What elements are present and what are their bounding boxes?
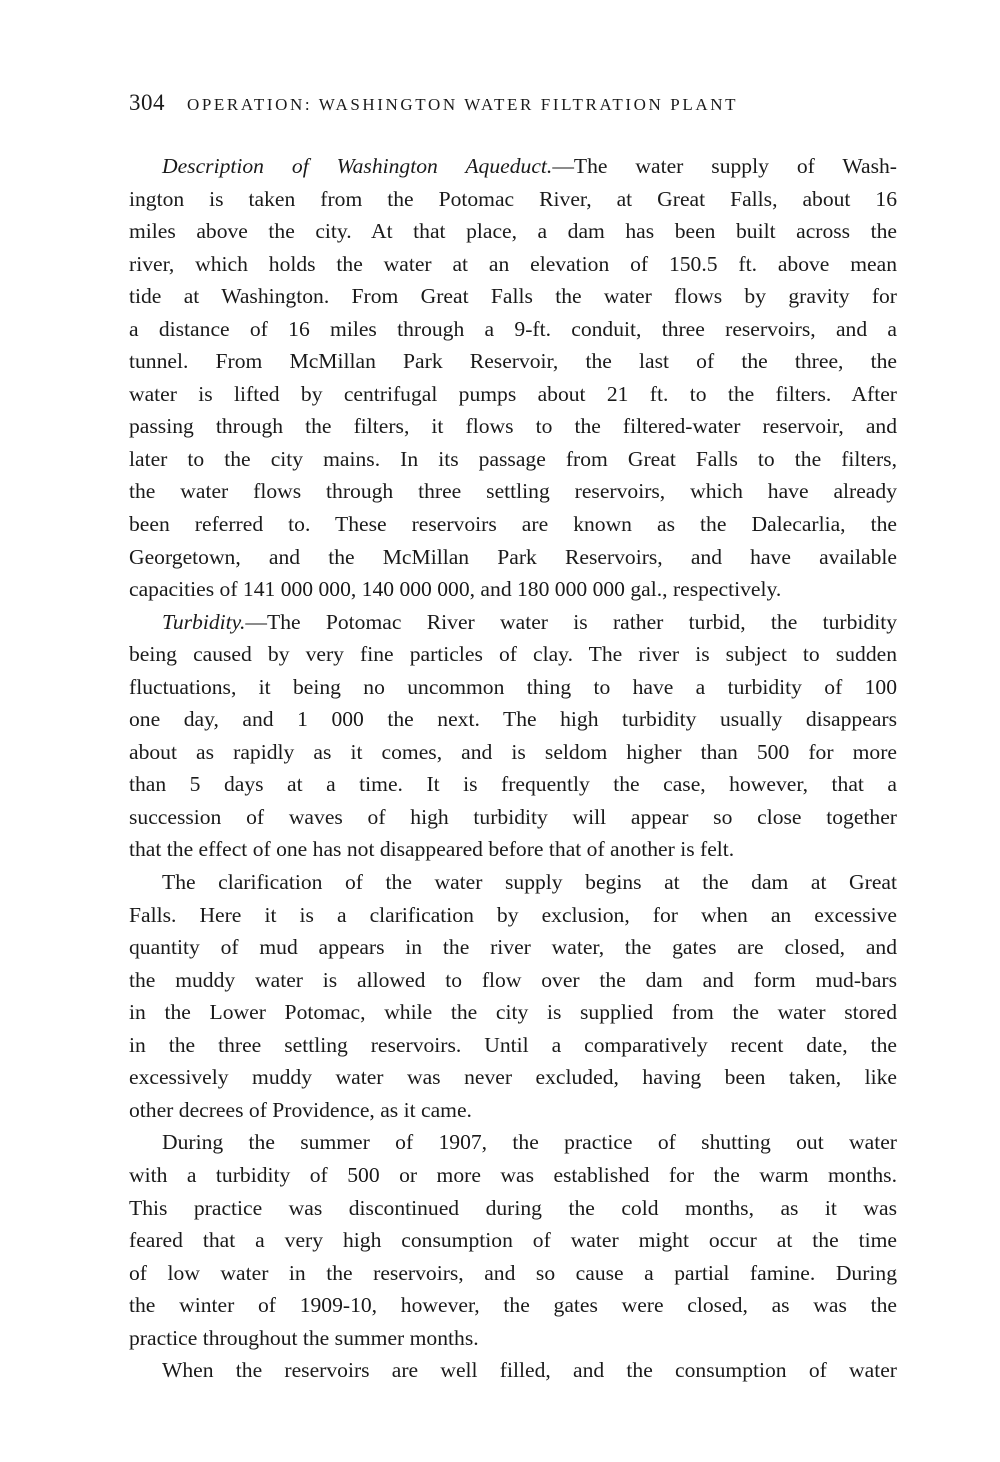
text-line: a distance of 16 miles through a 9-ft. conduit, three reservoirs, and a (129, 316, 897, 341)
text-line: Turbidity.—The Potomac River water is rather turbid, the turbidity (162, 609, 897, 634)
text-line: in the Lower Potomac, while the city is supplied from the water stored (129, 1000, 897, 1025)
text-line: tunnel. From McMillan Park Reservoir, the last of the three, the (129, 349, 897, 374)
running-head: OPERATION: WASHINGTON WATER FILTRATION PLANT (187, 95, 739, 114)
text-line: water is lifted by centrifugal pumps about 21 ft. to the filters. After (129, 381, 897, 406)
text-line: quantity of mud appears in the river water, the gates are closed, and (129, 935, 897, 960)
text-line: with a turbidity of 500 or more was established for the warm months. (129, 1162, 897, 1187)
paragraph-summer-1907 (129, 1126, 897, 1354)
text-line: being caused by very fine particles of clay. The river is subject to sudden (129, 642, 897, 667)
text-line: feared that a very high consumption of water might occur at the time (129, 1228, 897, 1253)
text-line: about as rapidly as it comes, and is seldom higher than 500 for more (129, 739, 897, 764)
text-line: tide at Washington. From Great Falls the water flows by gravity for (129, 284, 897, 309)
text-line: excessively muddy water was never excluded, having been taken, like (129, 1065, 897, 1090)
text-line: When the reservoirs are well filled, and the consumption of water (162, 1358, 897, 1383)
text-line: in the three settling reservoirs. Until a comparatively recent date, the (129, 1032, 897, 1057)
paragraph-reservoirs-filled (129, 1354, 897, 1387)
text-line: ington is taken from the Potomac River, at Great Falls, about 16 (129, 186, 897, 211)
text-line: of low water in the reservoirs, and so cause a partial famine. During (129, 1260, 897, 1285)
paragraph-turbidity (129, 606, 897, 866)
text-line: fluctuations, it being no uncommon thing to have a turbidity of 100 (129, 674, 897, 699)
text-line: practice throughout the summer months. (129, 1325, 479, 1350)
text-line: the winter of 1909-10, however, the gates were closed, as was the (129, 1293, 897, 1318)
paragraph-clarification (129, 866, 897, 1126)
text-line: one day, and 1 000 the next. The high turbidity usually disappears (129, 707, 897, 732)
run-in-heading: Turbidity. (162, 609, 246, 634)
paragraph-aqueduct-description (129, 150, 897, 606)
page-number: 304 (129, 90, 165, 115)
text-line: that the effect of one has not disappeared before that of another is felt. (129, 837, 735, 862)
text-line: been referred to. These reservoirs are known as the Dalecarlia, the (129, 512, 897, 537)
page-header (129, 90, 899, 120)
text-line: passing through the filters, it flows to the filtered-water reservoir, and (129, 414, 897, 439)
text-line: Falls. Here it is a clarification by exclusion, for when an excessive (129, 902, 897, 927)
text-line: During the summer of 1907, the practice of shutting out water (162, 1130, 897, 1155)
text-line: This practice was discontinued during the cold months, as it was (129, 1195, 897, 1220)
text-line: other decrees of Providence, as it came. (129, 1097, 472, 1122)
body-text (129, 150, 897, 1387)
text-line: The clarification of the water supply begins at the dam at Great (162, 870, 897, 895)
text-line: than 5 days at a time. It is frequently the case, however, that a (129, 772, 897, 797)
text-line: Georgetown, and the McMillan Park Reservoirs, and have available (129, 544, 897, 569)
text-line: river, which holds the water at an elevation of 150.5 ft. above mean (129, 251, 897, 276)
text-line: capacities of 141 000 000, 140 000 000, and 180 000 000 gal., respectively. (129, 577, 782, 602)
run-in-heading: Description of Washington Aqueduct. (162, 154, 553, 178)
text-line: the muddy water is allowed to flow over the dam and form mud-bars (129, 967, 897, 992)
text-line: Description of Washington Aqueduct.—The water supply of Wash- (162, 154, 897, 178)
text-line: the water flows through three settling reservoirs, which have already (129, 479, 897, 504)
text-line: miles above the city. At that place, a dam has been built across the (129, 219, 897, 244)
text-line: succession of waves of high turbidity will appear so close together (129, 804, 897, 829)
text-line: later to the city mains. In its passage from Great Falls to the filters, (129, 446, 897, 471)
